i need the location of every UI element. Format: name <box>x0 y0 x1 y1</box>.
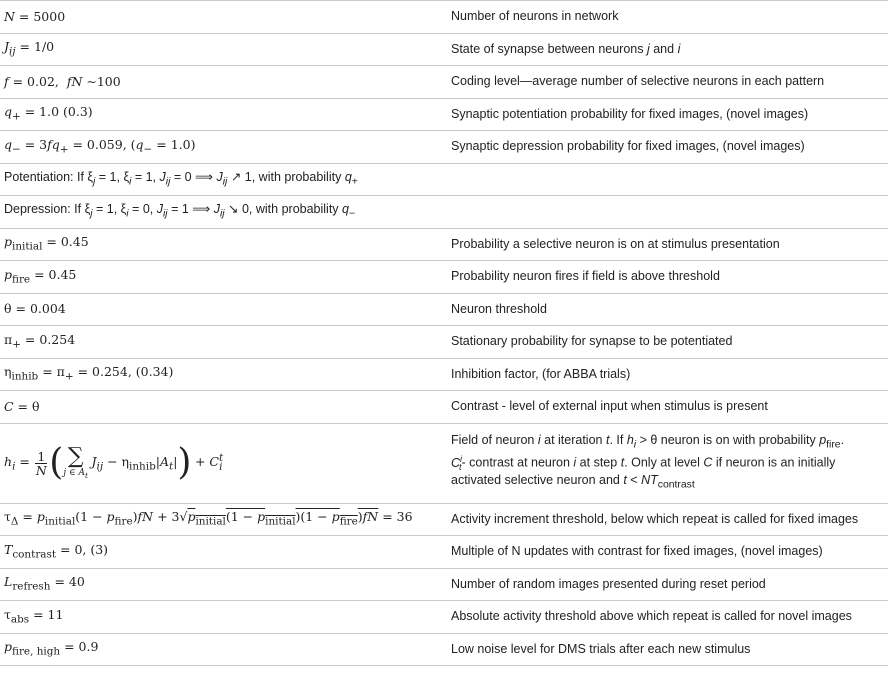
table-row <box>0 131 888 164</box>
desc-cell: Multiple of N updates with contrast for fixed images, (novel images) <box>451 544 823 559</box>
desc-cell: Stationary probability for synapse to be potentiated <box>451 334 733 349</box>
desc-cell: Number of neurons in network <box>451 9 619 24</box>
table-row <box>0 358 888 391</box>
param-cell: $J_{ij} = 1/0$ <box>4 39 55 58</box>
table-row <box>0 33 888 66</box>
desc-cell: Low noise level for DMS trials after each new stimulus <box>451 641 751 656</box>
param-cell: $\pi_+ = 0.254$ <box>4 331 76 350</box>
table-row <box>0 568 888 601</box>
desc-cell: Coding level—average number of selective neurons in each pattern <box>451 74 825 89</box>
desc-cell: State of synapse between neurons j and i <box>451 41 681 56</box>
table-row <box>0 536 888 569</box>
param-cell: $\eta_{inhib} = \pi_+ = 0.254$, (0.34) <box>4 364 174 383</box>
desc-cell: Contrast - level of external input when stimulus is present <box>451 399 768 414</box>
table-row <box>0 423 888 503</box>
param-cell: $q_- = 3fq_+ = 0.059$, $(q_- = 1.0)$ <box>4 136 196 155</box>
table-row <box>0 601 888 634</box>
desc-cell: Activity increment threshold, below which repeat is called for fixed images <box>451 511 859 526</box>
param-cell: $p_{fire, high} = 0.9$ <box>4 639 99 658</box>
param-cell: f = 0.02, fN ∼100 <box>4 73 121 89</box>
table-row <box>0 293 888 326</box>
param-cell: $h_i$ = $\frac{1}{N}$ ( ∑ j ∈ $A_t$ $J_{ij} - \eta_{inhib}|A_t|) + C^t_i$ <box>4 442 224 483</box>
rule-cell: Potentiation: If $\xi_j = 1$, $\xi_i = 1$, $J_{ij} = 0$ ⟹ $J_{ij}$ ↗ 1, with probability $q_+$ <box>4 169 358 187</box>
desc-cell: Synaptic depression probability for fixed images, (novel images) <box>451 139 805 154</box>
param-cell: $T_{contrast} = 0$, (3) <box>4 541 109 560</box>
table-row <box>0 503 888 536</box>
table-row <box>0 326 888 359</box>
rule-cell: Depression: If $\xi_j = 1$, $\xi_i = 0$, $J_{ij} = 1$ ⟹ $J_{ij}$ ↘ 0, with probability $q_-$ <box>4 202 356 220</box>
param-cell: $\tau_\Delta = p_{initial}(1 - p_{fire})fN + 3√p_{initial}(1 - p_{initial})(1 - p_{fire})fN = 36$ <box>4 509 413 528</box>
sum-symbol: ∑ j ∈ $A_t$ <box>63 443 89 480</box>
desc-cell: Synaptic potentiation probability for fixed images, (novel images) <box>451 106 809 121</box>
table-row <box>0 633 888 666</box>
table-row <box>0 261 888 294</box>
desc-cell: Field of neuron i at iteration t. If $h_i > \theta$ neuron is on with probability $p_{fire}$. $C^i_t-$ contrast at neuron i at step t. Only at level C if neuron is an initially activated selective neuron and $t < NT_{contrast}$ <box>451 433 845 491</box>
desc-cell: Neuron threshold <box>451 301 547 316</box>
table-row <box>0 66 888 99</box>
table-row <box>0 391 888 424</box>
param-cell: N = 5000 <box>4 8 66 24</box>
desc-cell: Probability neuron fires if field is above threshold <box>451 269 720 284</box>
table-row <box>0 196 888 229</box>
desc-cell: Inhibition factor, (for ABBA trials) <box>451 366 631 381</box>
desc-cell: Probability a selective neuron is on at stimulus presentation <box>451 236 780 251</box>
param-cell: θ = 0.004 <box>4 301 66 317</box>
param-cell: $p_{fire} = 0.45$ <box>4 266 77 285</box>
desc-cell: Number of random images presented during reset period <box>451 576 766 591</box>
fraction: $\frac{1}{N}$ <box>35 448 47 478</box>
table-row <box>0 98 888 131</box>
param-cell: $\tau_{abs} = 11$ <box>4 606 64 625</box>
param-cell: C = θ <box>4 398 40 414</box>
table-row <box>0 228 888 261</box>
desc-cell: Absolute activity threshold above which repeat is called for novel images <box>451 609 852 624</box>
table-row <box>0 1 888 34</box>
param-cell: $q_+ = 1.0$ (0.3) <box>4 104 93 123</box>
table-row <box>0 163 888 196</box>
param-cell: $p_{initial} = 0.45$ <box>4 234 89 253</box>
param-cell: $L_{refresh} = 40$ <box>4 574 85 593</box>
